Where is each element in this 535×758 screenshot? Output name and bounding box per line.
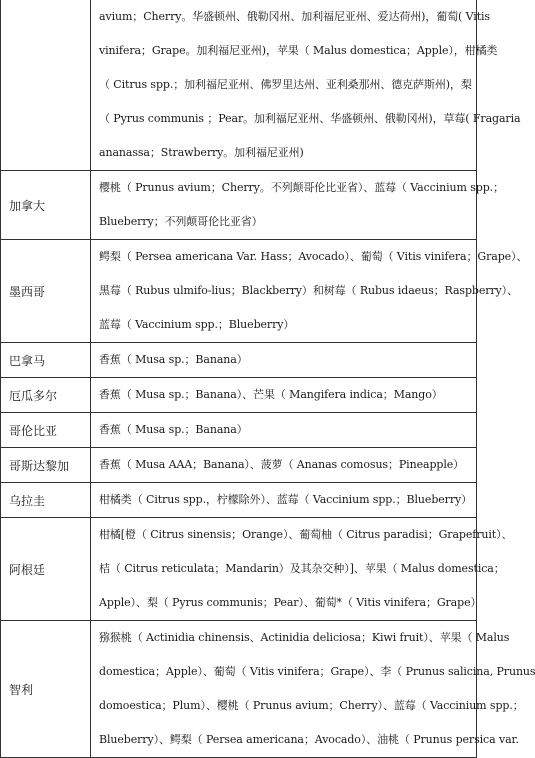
fruit-list-cell: [91, 483, 477, 518]
fruit-list-line: domoestica；Plum）、樱桃（ Prunus avium；Cherry）、蓝莓（ Vaccinium spp.；: [99, 699, 524, 712]
table-row: [1, 0, 477, 171]
country-cell: 加拿大: [1, 171, 91, 240]
fruit-list-line: Blueberry；不列颠哥伦比亚省）: [99, 215, 263, 228]
country-cell: 厄瓜多尔: [1, 378, 91, 413]
table-body: [1, 0, 535, 758]
fruit-list-line: 樱桃（ Prunus avium；Cherry。不列颠哥伦比亚省）、蓝莓（ Vaccinium spp.；: [99, 181, 504, 194]
fruit-list-line: 柑橘[橙（ Citrus sinensis；Orange）、葡萄柚（ Citrus paradisi；Grapefruit）、: [99, 528, 513, 541]
fruit-list-line: 香蕉（ Musa sp.；Banana）、芒果（ Mangifera indica；Mango）: [99, 388, 443, 401]
fruit-list-line: 柑橘类（ Citrus spp.，柠檬除外）、蓝莓（ Vaccinium spp.；Blueberry）: [99, 493, 473, 506]
fruit-list-line: 香蕉（ Musa sp.；Banana）: [99, 353, 248, 366]
fruit-list-line: 桔（ Citrus reticulata；Mandarin）及其杂交种）]、苹果（ Malus domestica；: [99, 562, 505, 575]
fruit-list-line: 香蕉（ Musa sp.；Banana）: [99, 423, 248, 436]
fruit-list-cell: [91, 518, 513, 621]
country-cell: 哥斯达黎加: [1, 448, 91, 483]
fruit-list-line: avium；Cherry。华盛顿州、俄勒冈州、加利福尼亚州、爱达荷州)，葡萄( Vitis: [99, 10, 490, 23]
country-cell: 阿根廷: [1, 518, 91, 621]
fruit-list-line: ananassa；Strawberry。加利福尼亚州): [99, 146, 304, 159]
country-cell: [1, 0, 91, 171]
fruit-list-cell: [91, 378, 477, 413]
table-row: [1, 448, 477, 483]
table-row: [1, 171, 477, 240]
fruit-list-cell: [91, 621, 535, 758]
fruit-list-line: （ Citrus spp.；加利福尼亚州、佛罗里达州、亚利桑那州、德克萨斯州)，梨: [99, 78, 472, 91]
table-row: [1, 483, 477, 518]
fruit-list-line: domestica；Apple）、葡萄（ Vitis vinifera；Grape）、李（ Prunus salicina, Prunus: [99, 665, 535, 678]
fruit-list-line: Blueberry）、鳄梨（ Persea americana；Avocado）、油桃（ Prunus persica var.: [99, 733, 519, 746]
fruit-list-line: 鳄梨（ Persea americana Var. Hass；Avocado）、葡萄（ Vitis vinifera；Grape）、: [99, 250, 528, 263]
table-row: [1, 413, 477, 448]
fruit-list-line: （ Pyrus communis ；Pear。加利福尼亚州、华盛顿州、俄勒冈州)，草莓( Fragaria: [99, 112, 521, 125]
table-row: [1, 240, 477, 343]
fruit-list-cell: [91, 171, 504, 240]
fruit-list-line: 黑莓（ Rubus ulmifo-lius；Blackberry）和树莓（ Rubus idaeus；Raspberry）、: [99, 284, 518, 297]
fruit-list-cell: [91, 0, 521, 171]
country-cell: 巴拿马: [1, 343, 91, 378]
country-cell: 乌拉圭: [1, 483, 91, 518]
fruit-list-cell: [91, 240, 528, 343]
country-cell: 墨西哥: [1, 240, 91, 343]
table-row: [1, 378, 477, 413]
fruit-list-line: 蓝莓（ Vaccinium spp.；Blueberry）: [99, 318, 295, 331]
table-row: [1, 621, 477, 758]
fruit-list-line: Apple）、梨（ Pyrus communis；Pear）、葡萄*（ Vitis vinifera；Grape）: [99, 596, 482, 609]
table-row: [1, 518, 477, 621]
country-cell: 智利: [1, 621, 91, 758]
fruit-list-line: vinifera；Grape。加利福尼亚州)，苹果（ Malus domestica；Apple），柑橘类: [99, 44, 498, 57]
fruit-list-line: 香蕉（ Musa AAA；Banana）、菠萝（ Ananas comosus；Pineapple）: [99, 458, 465, 471]
fruit-list-cell: [91, 413, 477, 448]
table-row: [1, 343, 477, 378]
fruit-list-line: 猕猴桃（ Actinidia chinensis、Actinidia deliciosa；Kiwi fruit）、苹果（ Malus: [99, 631, 510, 644]
fruit-list-cell: [91, 448, 477, 483]
fruit-list-cell: [91, 343, 477, 378]
country-cell: 哥伦比亚: [1, 413, 91, 448]
